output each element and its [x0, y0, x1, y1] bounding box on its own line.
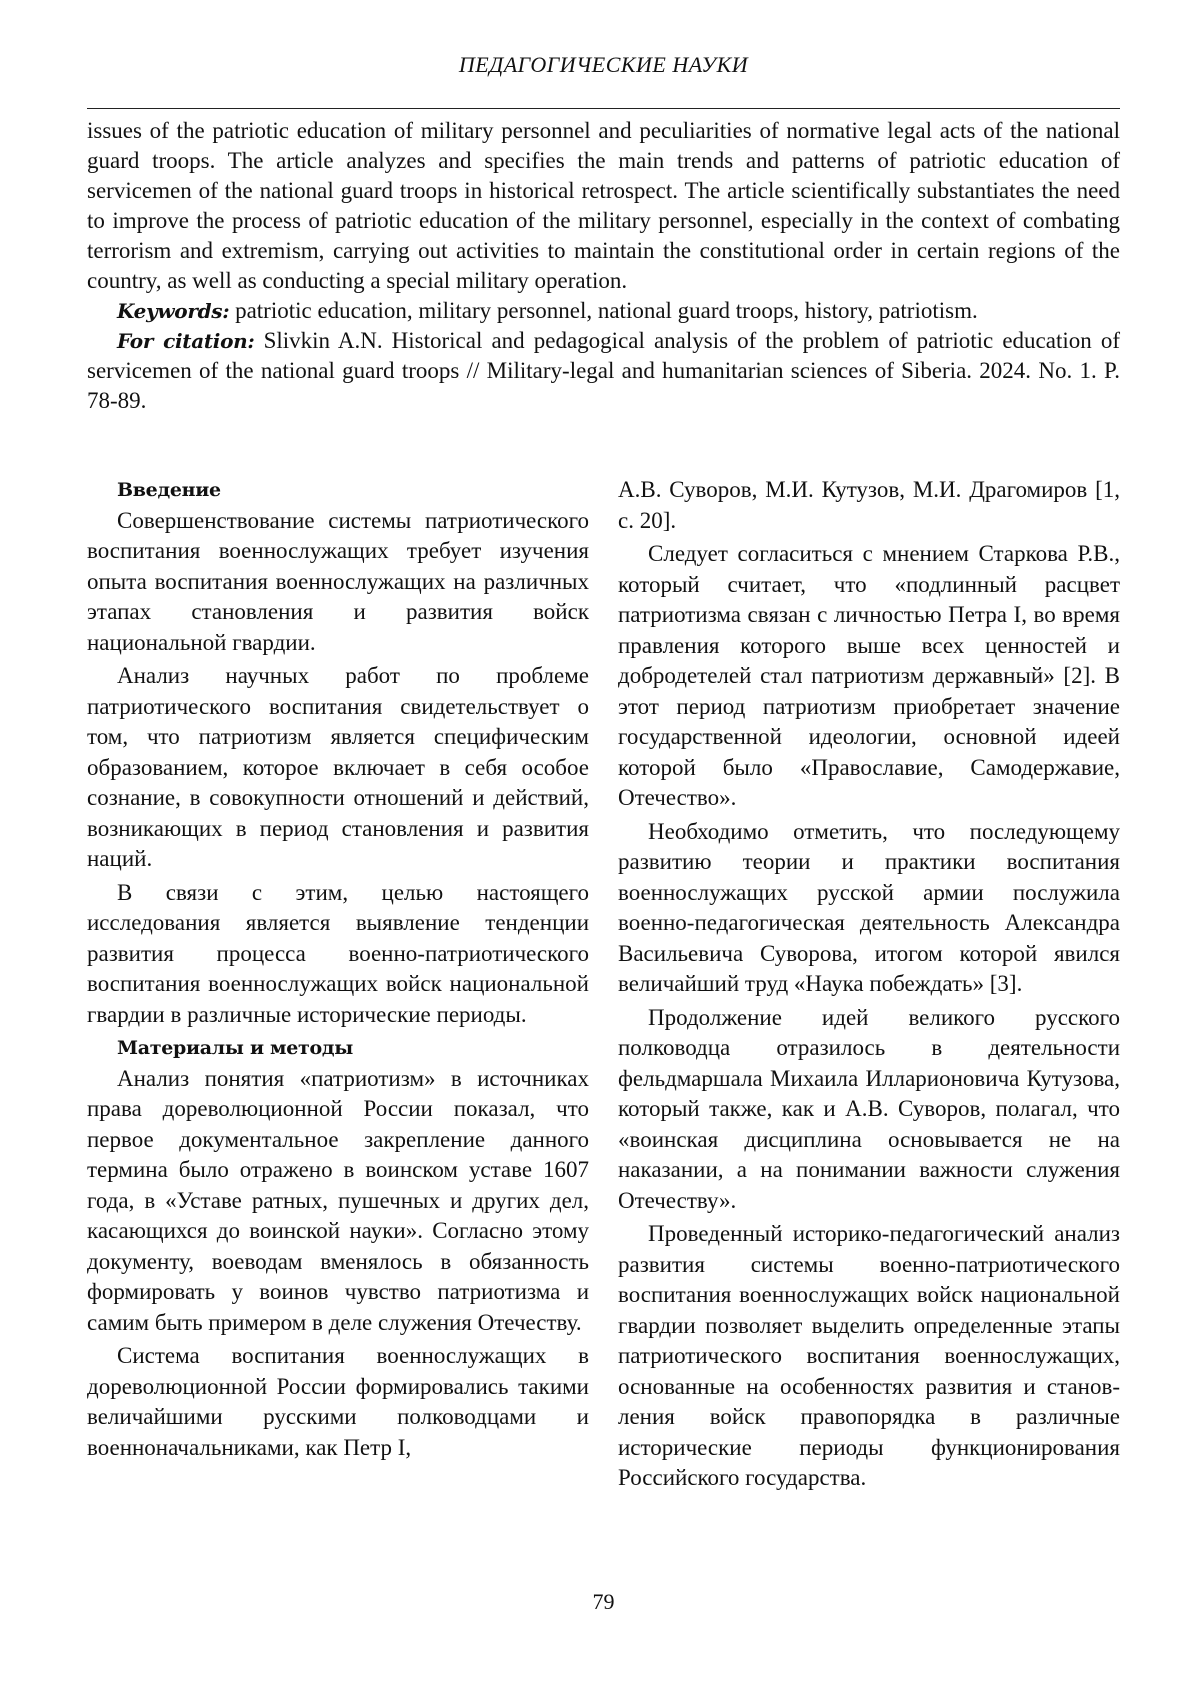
paragraph: В связи с этим, целью настоящего исследования является выявление тенденции развития процесса военно-патриотического воспитания военнослужащих войск национальной гвардии в различные исторические периоды. — [87, 879, 589, 1027]
right-column — [618, 475, 1120, 1497]
header-divider — [87, 108, 1120, 109]
paragraph: Совершенствование системы патриотического воспитания военнослужащих требует изучения опыта воспитания военнослужащих на различных этапах становления и развития войск национальной гвардии. — [87, 507, 589, 655]
citation-text: Slivkin A.N. Historical and pedagogical analysis of the problem of patriotic education of servicemen of the national guard troops // Military-legal and humanitarian sciences of Siberia. 2024. No. 1. P. 78-89. — [87, 328, 1120, 413]
abstract-continuation: issues of the patriotic education of military personnel and peculiarities of normative legal acts of the national guard troops. The article analyzes and specifies the main trends and patterns of patriotic education of servicemen of the national guard troops in historical retrospect. The article scientifically substantiates the need to improve the process of patriotic education of the military personnel, especially in the context of combating terrorism and extremism, carrying out activities to maintain the constitutional order in certain regions of the country, as well as conducting a special military operation. — [87, 118, 1120, 293]
paragraph-continuation: А.В. Суворов, М.И. Кутузов, М.И. Драгомиров [1, с. 20]. — [618, 477, 1120, 533]
body-columns — [87, 475, 1120, 1497]
section-heading-introduction: Введение — [117, 479, 221, 501]
citation-line — [87, 326, 1120, 416]
paragraph: Продолжение идей великого русского полководца отразилось в деятельности фельдмаршала Михаила Илларионовича Кутузова, который также, как и А.В. Суворов, полагал, что «воинская дисциплина основывается не на наказании, а на понимании важности служения Отечеству». — [618, 1004, 1120, 1213]
section-heading-materials-methods: Материалы и методы — [117, 1037, 354, 1059]
keywords-label: Keywords: — [117, 299, 230, 323]
left-column — [87, 475, 589, 1497]
paragraph: Следует согласиться с мнением Старкова Р.В., который считает, что «подлинный расцвет патриотизма связан с личностью Петра I, во время правления которого выше всех ценностей и добродетелей стал патриотизм державный» [2]. В этот период патриотизм приобретает значение государственной идеологии, основной идеей которой было «Православие, Самодержавие, Отечество». — [618, 541, 1120, 810]
paragraph: Система воспитания военнослужащих в дореволюционной России формировались такими величайшими русскими полководцами и военноначальниками, как Петр I, — [87, 1343, 589, 1460]
paragraph: Анализ научных работ по проблеме патриотического воспитания свидетельствует о том, что патриотизм является специфическим образованием, которое включает в себя особое сознание, в совокупности отношений и действий, возникающих в период становления и развития наций. — [87, 663, 589, 871]
running-header: ПЕДАГОГИЧЕСКИЕ НАУКИ — [458, 52, 749, 77]
english-abstract — [87, 116, 1120, 416]
journal-page — [87, 0, 1120, 1697]
page-number: 79 — [592, 1589, 615, 1614]
paragraph: Анализ понятия «патриотизм» в источниках права дореволюционной России показал, что первое документальное закрепление данного термина было отражено в воинском уставе 1607 года, в «Уставе ратных, пушечных и других дел, касающихся до воинской науки». Согласно этому документу, воеводам вменялось в обязанность формировать у воинов чувство патриотизма и самим быть примером в деле служения Отечеству. — [87, 1065, 589, 1335]
paragraph: Проведенный историко-педагогический анализ развития системы военно-патриотического воспитания военнослужащих войск национальной гвардии позволяет выделить определенные этапы патриотического воспитания военнослужащих, основанные на особенностях развития и становления войск правопорядка в различные исторические периоды функционирования Российского государства. — [618, 1221, 1120, 1490]
citation-label: For citation: — [117, 329, 255, 353]
paragraph: Необходимо отметить, что последующему развитию теории и практики воспитания военнослужащих русской армии послужила военно-педагогическая деятельность Александра Васильевича Суворова, итогом которой явился величайший труд «Наука побеждать» [3]. — [618, 818, 1120, 996]
keywords-text: patriotic education, military personnel, national guard troops, history, patriotism. — [229, 298, 978, 323]
keywords-line — [87, 296, 1120, 326]
